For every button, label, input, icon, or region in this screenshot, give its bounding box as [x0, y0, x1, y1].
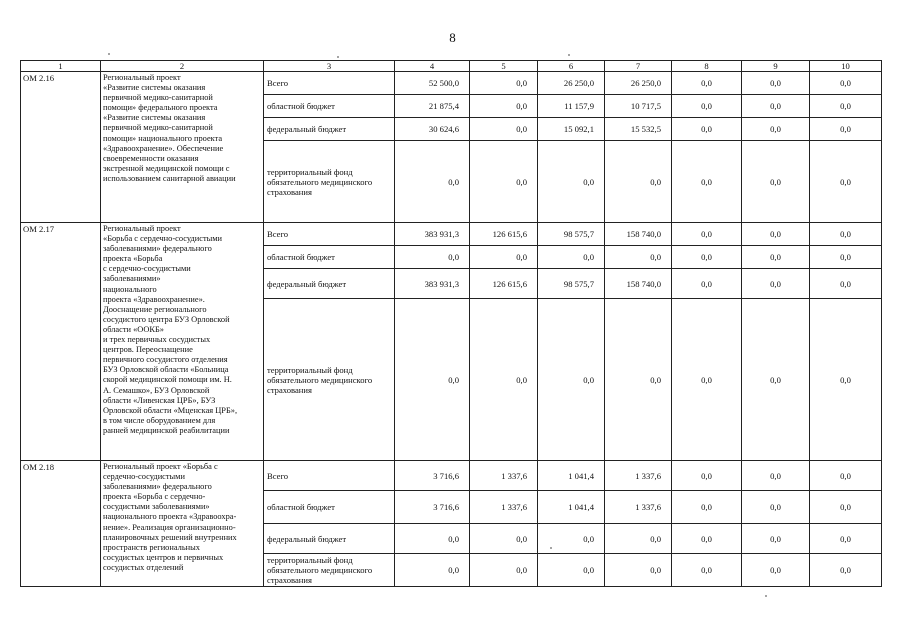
page-number: 8 [449, 30, 456, 45]
amount-cell: 0,0 [742, 461, 810, 491]
amount-cell: 3 716,6 [395, 491, 470, 524]
amount-cell: 0,0 [470, 72, 538, 95]
funding-source: территориальный фонд обязательного медицинского страхования [264, 554, 395, 587]
amount-cell: 0,0 [672, 223, 742, 246]
amount-cell: 0,0 [538, 299, 605, 461]
amount-cell: 98 575,7 [538, 223, 605, 246]
amount-cell: 0,0 [470, 299, 538, 461]
amount-cell: 1 337,6 [605, 461, 672, 491]
funding-source: Всего [264, 461, 395, 491]
amount-cell: 0,0 [742, 118, 810, 141]
amount-cell: 0,0 [395, 554, 470, 587]
amount-cell: 0,0 [672, 141, 742, 223]
scan-dot [337, 56, 339, 58]
amount-cell: 1 337,6 [605, 491, 672, 524]
amount-cell: 0,0 [470, 246, 538, 269]
amount-cell: 0,0 [742, 72, 810, 95]
amount-cell: 0,0 [672, 461, 742, 491]
amount-cell: 0,0 [672, 299, 742, 461]
funding-source: областной бюджет [264, 246, 395, 269]
amount-cell: 0,0 [605, 524, 672, 554]
amount-cell: 0,0 [395, 141, 470, 223]
amount-cell: 1 041,4 [538, 491, 605, 524]
amount-cell: 0,0 [470, 554, 538, 587]
amount-cell: 383 931,3 [395, 223, 470, 246]
amount-cell: 126 615,6 [470, 269, 538, 299]
amount-cell: 0,0 [810, 461, 882, 491]
amount-cell: 1 337,6 [470, 461, 538, 491]
funding-source: федеральный бюджет [264, 269, 395, 299]
column-header: 5 [470, 61, 538, 72]
amount-cell: 0,0 [672, 118, 742, 141]
amount-cell: 0,0 [605, 246, 672, 269]
amount-cell: 0,0 [810, 246, 882, 269]
amount-cell: 0,0 [538, 141, 605, 223]
column-header: 8 [672, 61, 742, 72]
amount-cell: 0,0 [810, 223, 882, 246]
amount-cell: 158 740,0 [605, 269, 672, 299]
amount-cell: 0,0 [470, 141, 538, 223]
amount-cell: 0,0 [672, 246, 742, 269]
amount-cell: 26 250,0 [538, 72, 605, 95]
amount-cell: 15 092,1 [538, 118, 605, 141]
amount-cell: 0,0 [672, 95, 742, 118]
measure-code: ОМ 2.16 [21, 72, 101, 223]
amount-cell: 0,0 [742, 223, 810, 246]
amount-cell: 1 041,4 [538, 461, 605, 491]
amount-cell: 383 931,3 [395, 269, 470, 299]
table-header [21, 61, 882, 72]
amount-cell: 0,0 [810, 491, 882, 524]
funding-source: областной бюджет [264, 491, 395, 524]
amount-cell: 0,0 [538, 554, 605, 587]
amount-cell: 0,0 [810, 299, 882, 461]
amount-cell: 21 875,4 [395, 95, 470, 118]
amount-cell: 158 740,0 [605, 223, 672, 246]
funding-source: территориальный фонд обязательного медицинского страхования [264, 141, 395, 223]
measure-description: Региональный проект «Борьба с сердечно-сосудистыми заболеваниями» федерального проекта «Борьба с сердечно- сосудистыми заболеваниями» национального проекта «Здравоохра- нение». Реализация организационно- планировочных решений внутренних пространств региональных сосудистых центров и первичных сосудистых отделений [101, 461, 264, 587]
amount-cell: 0,0 [672, 491, 742, 524]
column-header: 3 [264, 61, 395, 72]
amount-cell: 11 157,9 [538, 95, 605, 118]
table-body [21, 72, 882, 587]
amount-cell: 0,0 [395, 246, 470, 269]
amount-cell: 0,0 [395, 524, 470, 554]
funding-source: Всего [264, 223, 395, 246]
amount-cell: 0,0 [672, 72, 742, 95]
amount-cell: 0,0 [810, 118, 882, 141]
column-header: 4 [395, 61, 470, 72]
amount-cell: 0,0 [470, 524, 538, 554]
budget-table [20, 60, 882, 587]
amount-cell: 0,0 [672, 524, 742, 554]
amount-cell: 15 532,5 [605, 118, 672, 141]
amount-cell: 0,0 [605, 299, 672, 461]
amount-cell: 0,0 [810, 72, 882, 95]
measure-code: ОМ 2.17 [21, 223, 101, 461]
amount-cell: 0,0 [605, 141, 672, 223]
column-header: 7 [605, 61, 672, 72]
measure-description: Региональный проект «Развитие системы оказания первичной медико-санитарной помощи» федерального проекта «Развитие системы оказания первичной медико-санитарной помощи» национального проекта «Здравоохранение». Обеспечение своевременности оказания экстренной медицинской помощи с использованием санитарной авиации [101, 72, 264, 223]
scan-dot [108, 53, 110, 55]
amount-cell: 0,0 [742, 95, 810, 118]
amount-cell: 0,0 [605, 554, 672, 587]
amount-cell: 0,0 [742, 491, 810, 524]
column-header: 1 [21, 61, 101, 72]
column-header: 2 [101, 61, 264, 72]
amount-cell: 52 500,0 [395, 72, 470, 95]
column-header: 9 [742, 61, 810, 72]
amount-cell: 0,0 [672, 554, 742, 587]
amount-cell: 3 716,6 [395, 461, 470, 491]
scan-dot [568, 54, 570, 56]
measure-code: ОМ 2.18 [21, 461, 101, 587]
funding-source: областной бюджет [264, 95, 395, 118]
amount-cell: 98 575,7 [538, 269, 605, 299]
amount-cell: 0,0 [742, 269, 810, 299]
amount-cell: 0,0 [742, 554, 810, 587]
funding-source: федеральный бюджет [264, 118, 395, 141]
scan-dot [765, 595, 767, 597]
amount-cell: 30 624,6 [395, 118, 470, 141]
budget-table-container [20, 60, 881, 587]
column-header: 6 [538, 61, 605, 72]
amount-cell: 1 337,6 [470, 491, 538, 524]
amount-cell: 0,0 [742, 524, 810, 554]
measure-description: Региональный проект «Борьба с сердечно-сосудистыми заболеваниями» федерального проекта «Борьба с сердечно-сосудистыми заболеваниями» национального проекта «Здравоохранение». Дооснащение регионального сосудистого центра БУЗ Орловской области «ООКБ» и трех первичных сосудистых центров. Переоснащение первичного сосудистого отделения БУЗ Орловской области «Больница скорой медицинской помощи им. Н. А. Семашко», БУЗ Орловской области «Ливенская ЦРБ», БУЗ Орловской области «Мценская ЦРБ», в том числе оборудованием для ранней медицинской реабилитации [101, 223, 264, 461]
amount-cell: 0,0 [538, 246, 605, 269]
amount-cell: 0,0 [395, 299, 470, 461]
amount-cell: 126 615,6 [470, 223, 538, 246]
amount-cell: 0,0 [742, 246, 810, 269]
amount-cell: 0,0 [470, 118, 538, 141]
amount-cell: 0,0 [810, 554, 882, 587]
table-row [21, 461, 882, 491]
amount-cell: 0,0 [810, 95, 882, 118]
amount-cell: 10 717,5 [605, 95, 672, 118]
scan-dot [550, 547, 552, 549]
column-header: 10 [810, 61, 882, 72]
amount-cell: 0,0 [810, 524, 882, 554]
amount-cell: 0,0 [538, 524, 605, 554]
amount-cell: 0,0 [742, 141, 810, 223]
amount-cell: 0,0 [810, 141, 882, 223]
funding-source: Всего [264, 72, 395, 95]
amount-cell: 26 250,0 [605, 72, 672, 95]
table-row [21, 223, 882, 246]
funding-source: территориальный фонд обязательного медицинского страхования [264, 299, 395, 461]
funding-source: федеральный бюджет [264, 524, 395, 554]
amount-cell: 0,0 [742, 299, 810, 461]
amount-cell: 0,0 [672, 269, 742, 299]
column-number-row [21, 61, 882, 72]
amount-cell: 0,0 [810, 269, 882, 299]
amount-cell: 0,0 [470, 95, 538, 118]
table-row [21, 72, 882, 95]
